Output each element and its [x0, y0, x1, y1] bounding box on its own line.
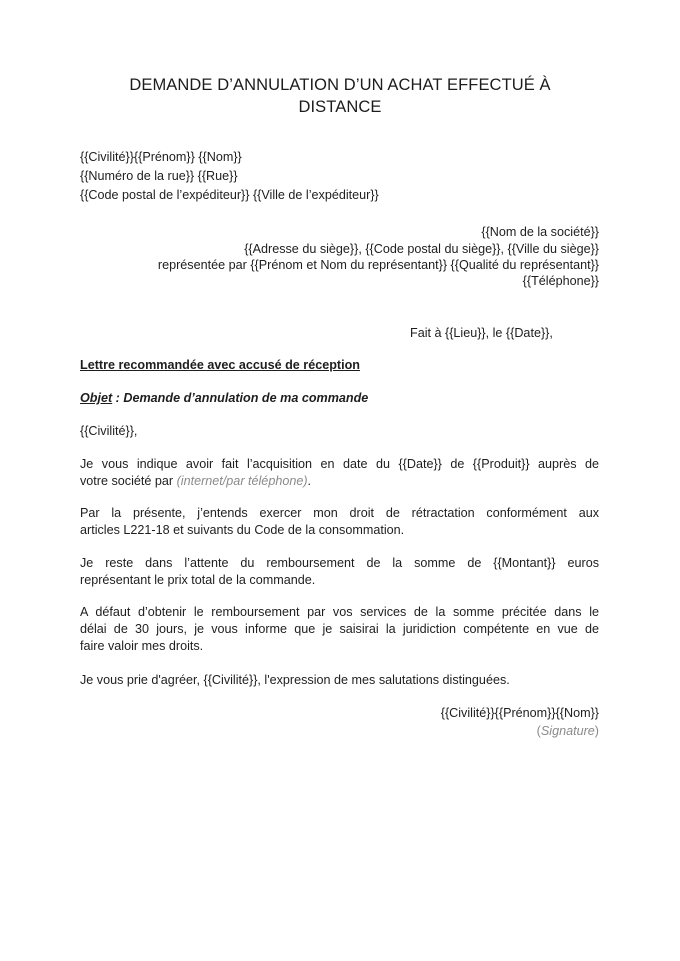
title-line-2: DISTANCE [298, 98, 382, 116]
registered-letter-mention: Lettre recommandée avec accusé de réception [80, 358, 360, 372]
paragraph-line: Je vous indique avoir fait l’acquisition en date du {{Date}} de {{Produit}} auprès de [80, 457, 599, 471]
signature-placeholder: (Signature) [536, 724, 599, 738]
paragraph-retractation [80, 505, 599, 539]
place-date: Fait à {{Lieu}}, le {{Date}}, [410, 326, 553, 340]
paragraph-acquisition [80, 456, 599, 490]
paragraph-line: articles L221-18 et suivants du Code de la consommation. [80, 523, 405, 537]
subject-text: : Demande d’annulation de ma commande [112, 391, 369, 405]
paragraph-line: représentant le prix total de la commande. [80, 573, 316, 587]
recipient-representative: représentée par {{Prénom et Nom du représentant}} {{Qualité du représentant}} [157, 258, 599, 272]
signature-name: {{Civilité}}{{Prénom}}{{Nom}} [440, 706, 599, 720]
paragraph-line: faire valoir mes droits. [80, 639, 204, 653]
document-title [80, 74, 600, 118]
paragraph-line: délai de 30 jours, je vous informe que je saisirai la juridiction compétente en vue de [80, 622, 599, 636]
closing-formula: Je vous prie d'agréer, {{Civilité}}, l'expression de mes salutations distinguées. [80, 673, 510, 687]
paragraph-line: Par la présente, j’entends exercer mon droit de rétractation conformément aux [80, 506, 599, 520]
paragraph-line: A défaut d’obtenir le remboursement par vos services de la somme précitée dans le [80, 605, 599, 619]
sender-name: {{Civilité}}{{Prénom}} {{Nom}} [80, 150, 242, 164]
recipient-address: {{Adresse du siège}}, {{Code postal du siège}}, {{Ville du siège}} [244, 242, 599, 256]
paragraph-line: votre société par (internet/par téléphone). [80, 474, 312, 488]
paragraph-line: Je reste dans l’attente du remboursement de la somme de {{Montant}} euros [80, 556, 599, 570]
recipient-company: {{Nom de la société}} [481, 225, 599, 239]
salutation: {{Civilité}}, [80, 424, 138, 438]
recipient-phone: {{Téléphone}} [522, 274, 599, 288]
title-line-1: DEMANDE D’ANNULATION D’UN ACHAT EFFECTUÉ À [129, 76, 551, 94]
subject-label: Objet [80, 391, 113, 405]
paragraph-legal-action [80, 604, 599, 655]
sender-city: {{Code postal de l’expéditeur}} {{Ville de l’expéditeur}} [80, 188, 379, 202]
purchase-channel-option: (internet/par téléphone) [176, 474, 308, 488]
paragraph-refund [80, 555, 599, 589]
subject-line [80, 389, 368, 407]
sender-street: {{Numéro de la rue}} {{Rue}} [80, 169, 238, 183]
